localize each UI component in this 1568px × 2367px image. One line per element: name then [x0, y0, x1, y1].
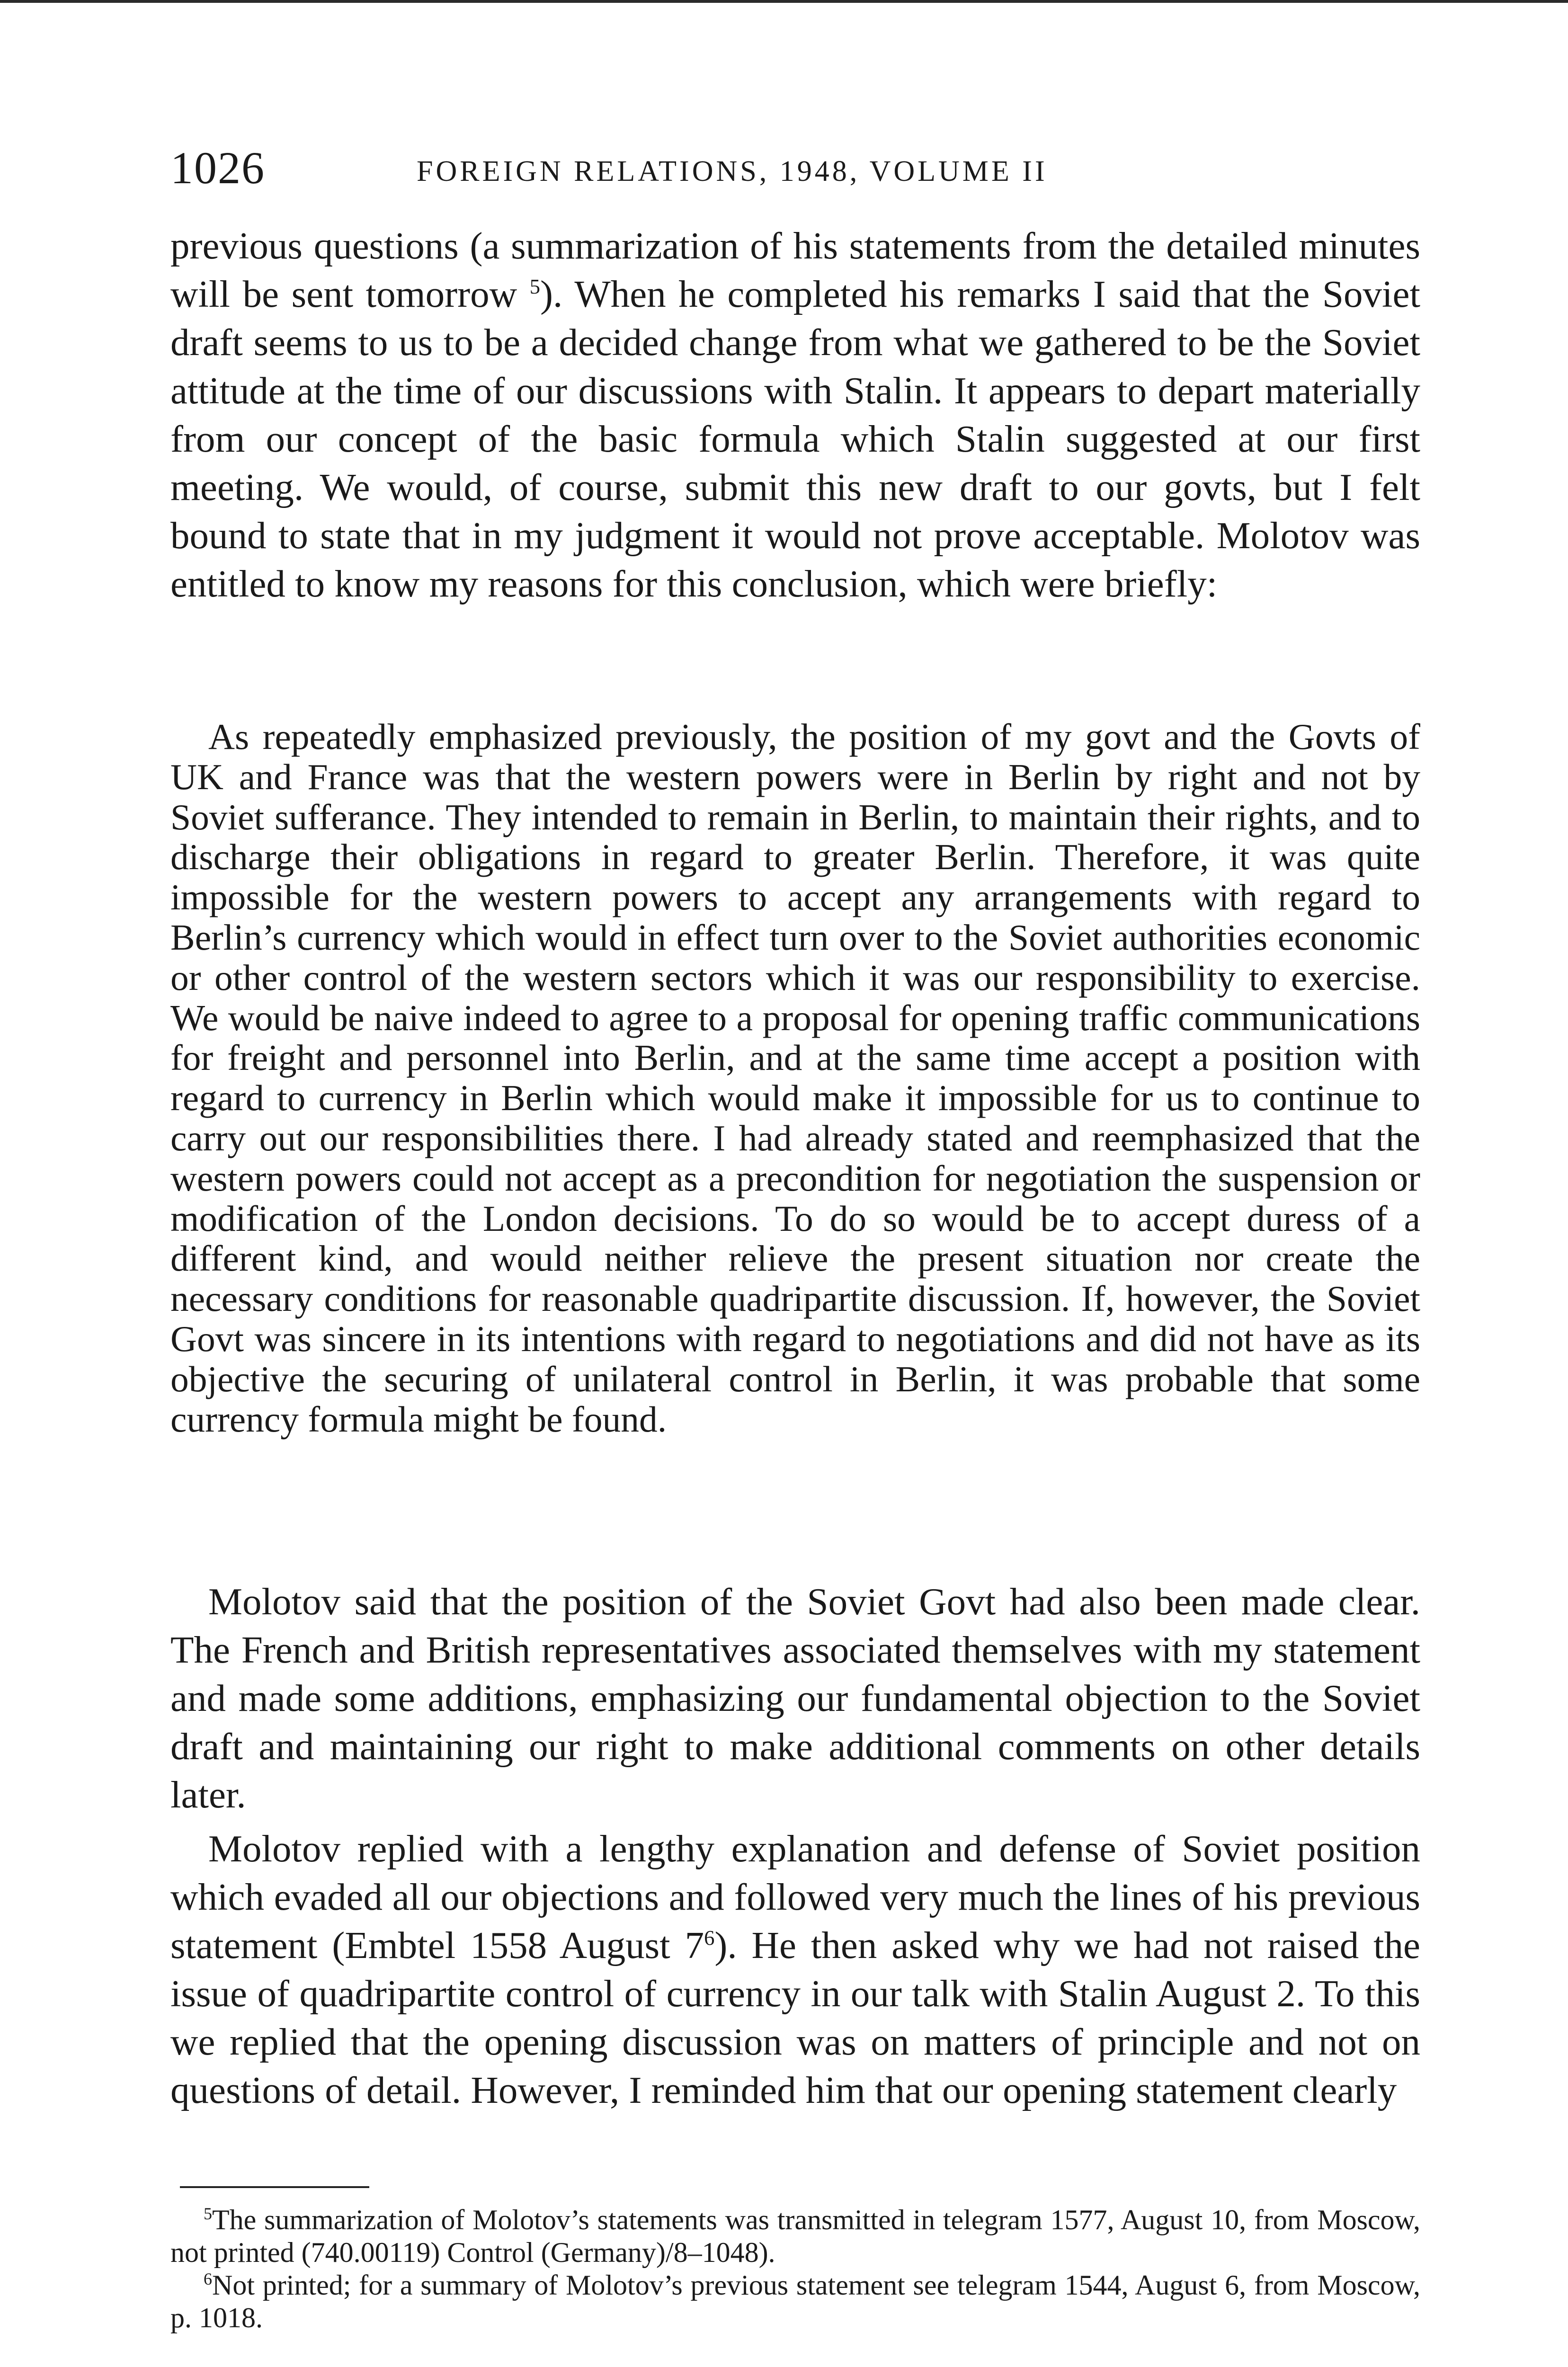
footnote-divider: [180, 2186, 369, 2188]
footnote-6-mark: 6: [204, 2269, 212, 2288]
paragraph-3: Molotov said that the position of the Soviet Govt had also been made clear. The French and British representatives associated themselves with my statement and made some additions, emphasizing our fundamental objection to the Soviet draft and maintaining our right to make additional comments on other details later.: [170, 1580, 1420, 1816]
paragraph-1-text-b: ). When he completed his remarks I said that the Soviet draft seems to us to be a decided change from what we gathered to be the Soviet attitude at the time of our discussions with Stalin. It appears to depart materially from our concept of the basic formula which Stalin suggested at our first meeting. We would, of course, submit this new draft to our govts, but I felt bound to state that in my judgment it would not prove acceptable. Molotov was entitled to know my reasons for this conclusion, which were briefly:: [170, 273, 1421, 605]
body-text-top: [170, 222, 1420, 608]
page-header: [170, 142, 1420, 194]
footnote-ref-5: 5: [529, 275, 540, 298]
footnote-5: [170, 2204, 1420, 2269]
footnote-5-text: The summarization of Molotov’s statements was transmitted in telegram 1577, August 10, from Moscow, not printed (740.00119) Control (Germany)/8–1048).: [170, 2204, 1420, 2268]
document-page: [170, 0, 1420, 2367]
paragraph-4-text-b: ). He then asked why we had not raised the issue of quadripartite control of currency in our talk with Stalin August 2. To this we replied that the opening discussion was on matters of principle and not on questions of detail. However, I reminded him that our opening statement clearly: [170, 1924, 1420, 2111]
footnote-6-text: Not printed; for a summary of Molotov’s previous statement see telegram 1544, August 6, from Moscow, p. 1018.: [170, 2269, 1420, 2333]
running-title: FOREIGN RELATIONS, 1948, VOLUME II: [417, 155, 1048, 187]
footnote-6: [170, 2269, 1420, 2334]
body-text-bottom: [170, 1577, 1420, 2114]
paragraph-1: [170, 222, 1420, 608]
page-number: 1026: [170, 142, 265, 193]
paragraph-4: [170, 1824, 1420, 2114]
paragraph-4-text-a: Molotov replied with a lengthy explanation and defense of Soviet position which evaded all our objections and followed very much the lines of his previous statement (Embtel 1558 August 7: [170, 1827, 1420, 1967]
paragraph-1-text-a: previous questions (a summarization of his statements from the detailed minutes will be sent tomorrow: [170, 224, 1420, 315]
footnote-ref-6: 6: [704, 1926, 715, 1949]
block-quote: As repeatedly emphasized previously, the position of my govt and the Govts of UK and France was that the western powers were in Berlin by right and not by Soviet sufferance. They intended to remain in Berlin, to maintain their rights, and to discharge their obligations in regard to greater Berlin. Therefore, it was quite impossible for the western powers to accept any arrangements with regard to Berlin’s currency which would in effect turn over to the Soviet authorities economic or other control of the western sectors which it was our responsibility to exercise. We would be naive indeed to agree to a proposal for opening traffic communications for freight and personnel into Berlin, and at the same time accept a position with regard to currency in Berlin which would make it impossible for us to continue to carry out our responsibilities there. I had already stated and reemphasized that the western powers could not accept as a precondition for negotiation the suspension or modification of the London decisions. To do so would be to accept duress of a different kind, and would neither relieve the present situation nor create the necessary conditions for reasonable quadripartite discussion. If, however, the Soviet Govt was sincere in its intentions with regard to negotiations and did not have as its objective the securing of unilateral control in Berlin, it was probable that some currency formula might be found.: [170, 716, 1420, 1440]
footnotes: [170, 2204, 1420, 2334]
footnote-5-mark: 5: [204, 2204, 212, 2223]
